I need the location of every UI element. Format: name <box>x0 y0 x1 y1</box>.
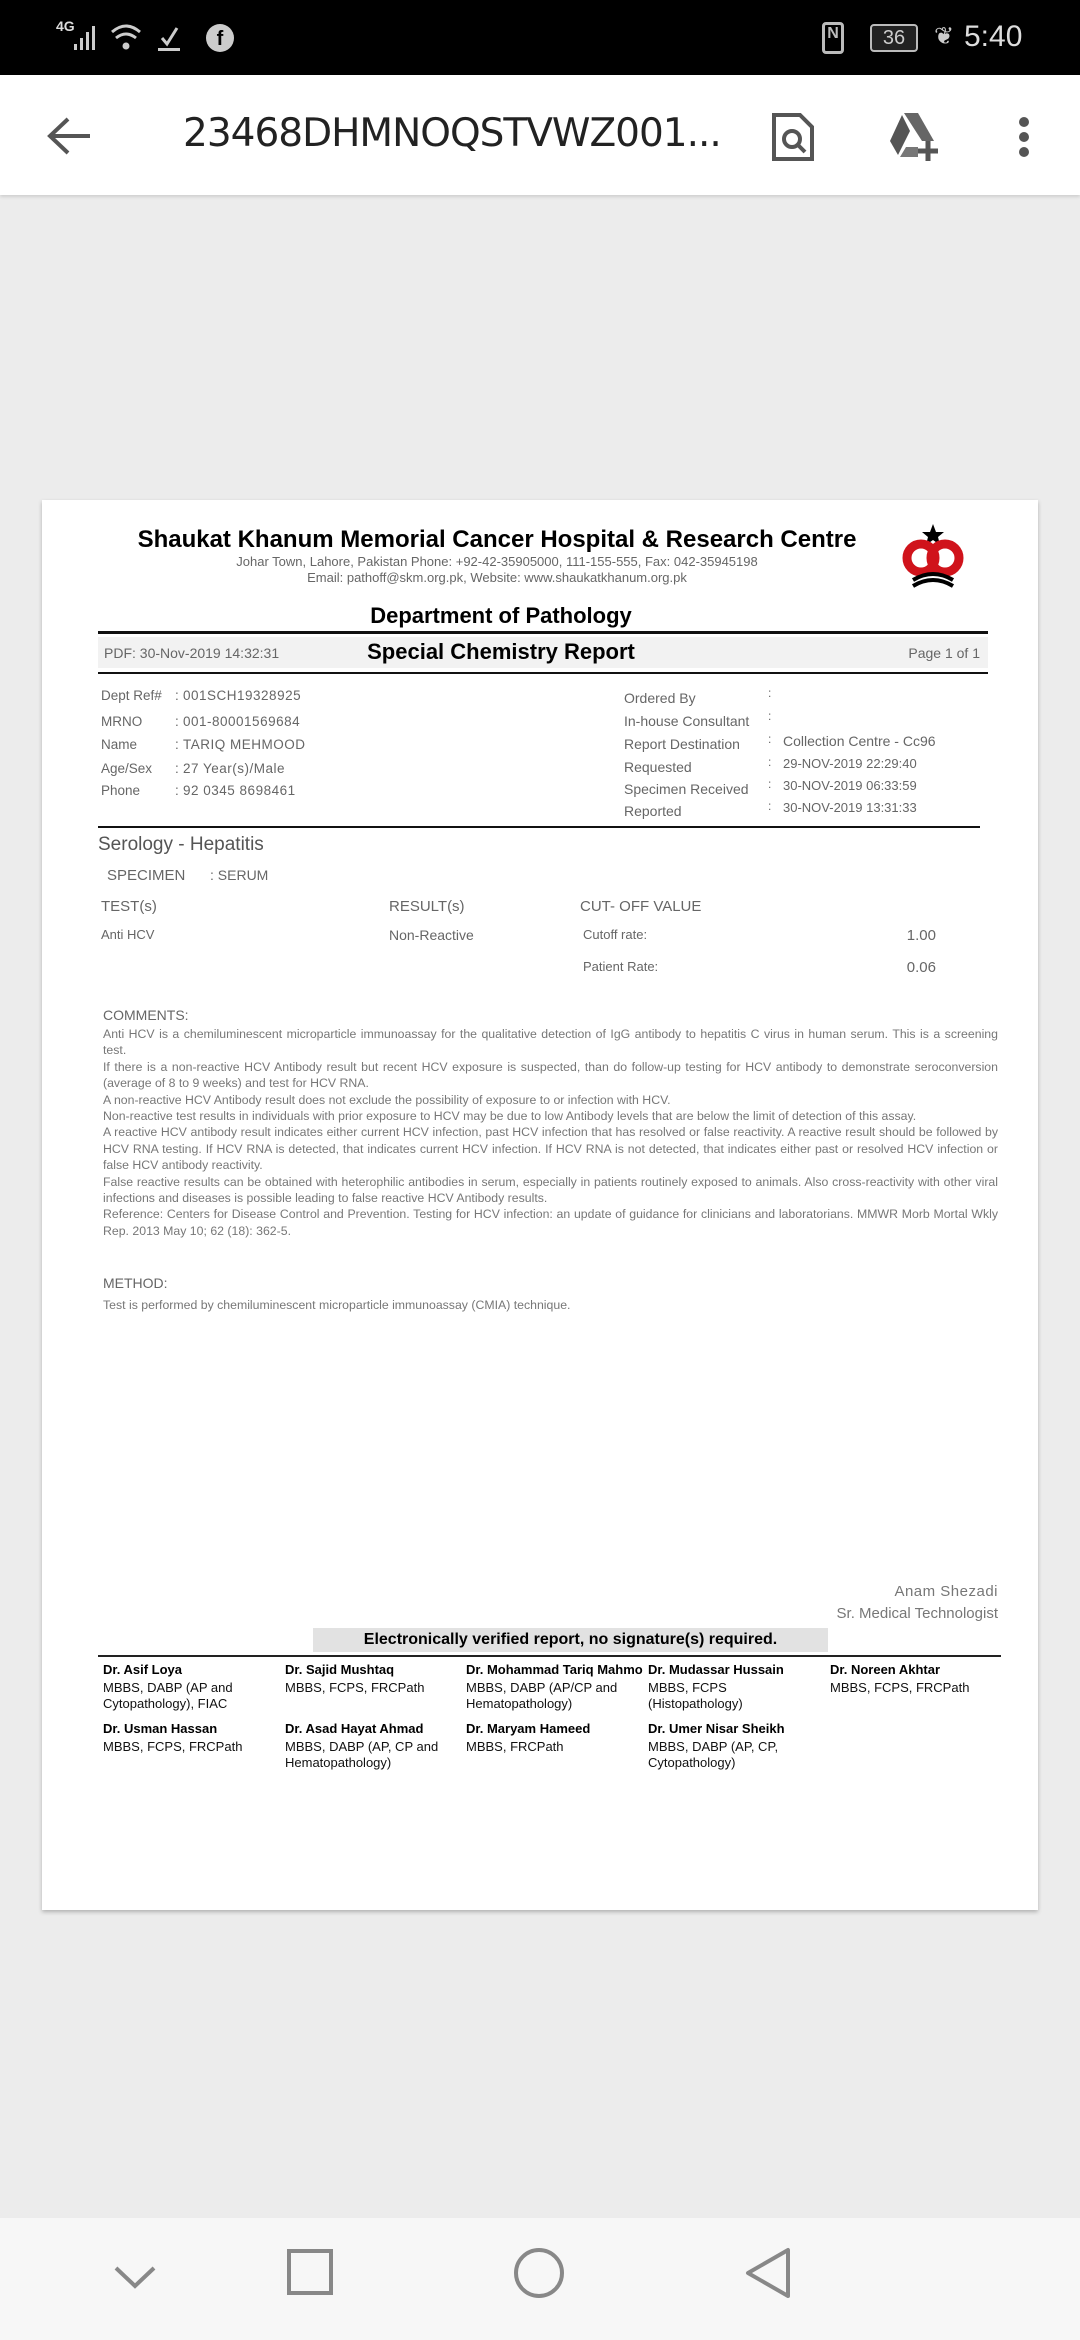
patient-field-label: Phone <box>101 783 141 798</box>
order-field-value: 29-NOV-2019 22:29:40 <box>783 756 917 771</box>
cutoff-rate-value: 1.00 <box>906 927 936 944</box>
patient-field-label: Dept Ref# <box>101 688 162 703</box>
test-result: Non-Reactive <box>389 927 474 943</box>
colon: : <box>175 714 179 729</box>
header-result: RESULT(s) <box>389 898 465 915</box>
pdf-date: PDF: 30-Nov-2019 14:32:31 <box>104 645 280 661</box>
doctor-qualifications: MBBS, DABP (AP/CP and Hematopathology) <box>466 1680 618 1711</box>
doctor-qualifications: MBBS, FRCPath <box>466 1739 564 1754</box>
document-title: 23468DHMNOQSTVWZ001... <box>183 111 721 156</box>
colon: : <box>768 799 772 813</box>
section-title: Serology - Hepatitis <box>98 834 264 855</box>
app-bar <box>0 75 1080 195</box>
comment-paragraph: A reactive HCV antibody result indicates either current HCV infection, past HCV infection that has resolved or false reactivity. A reactive result should be followed by HCV RNA testing. If HCV RNA is detected, that indicates current HCV infection. If HCV RNA is not detected, that indicates either past or resolved HCV infection or false HCV antibody reactivity. <box>103 1125 998 1173</box>
comment-paragraph: Non-reactive test results in individuals with prior exposure to HCV may be due to low Antibody levels that are below the limit of detection of this assay. <box>103 1109 917 1124</box>
patient-rate-value: 0.06 <box>906 959 936 976</box>
nfc-icon: N <box>822 22 844 54</box>
patient-field-label: Name <box>101 737 138 752</box>
order-field-label: Report Destination <box>624 736 740 752</box>
home-button[interactable] <box>512 2246 566 2300</box>
navigation-bar <box>0 2218 1080 2340</box>
colon: : <box>768 732 772 746</box>
patient-field-label: Age/Sex <box>101 761 153 776</box>
doctor-entry <box>285 1662 460 1696</box>
battery-indicator: 36 <box>870 24 918 52</box>
report-title: Special Chemistry Report <box>367 639 635 664</box>
comment-paragraph: Anti HCV is a chemiluminescent microparticle immunoassay for the qualitative detection of IgG antibody to hepatitis C virus in human serum. This is a screening test. <box>103 1027 998 1058</box>
specimen-label: SPECIMEN <box>107 867 186 884</box>
doctor-name: Dr. Mudassar Hussain <box>648 1662 784 1677</box>
doctor-entry <box>103 1721 278 1755</box>
doctor-entry <box>830 1662 1005 1696</box>
comments <box>103 1026 998 1239</box>
patient-field-value: 001SCH19328925 <box>183 688 302 703</box>
doctor-qualifications: MBBS, FCPS, FRCPath <box>830 1680 970 1695</box>
method-text: Test is performed by chemiluminescent microparticle immunoassay (CMIA) technique. <box>103 1298 571 1312</box>
comment-paragraph: Reference: Centers for Disease Control and Prevention. Testing for HCV infection: an update of guidance for clinicians and laboratorians. MMWR Morb Mortal Wkly Rep. 2013 May 10; 62 (18): 362-5. <box>103 1207 998 1238</box>
doctor-qualifications: MBBS, DABP (AP, CP, Cytopathology) <box>648 1739 779 1770</box>
doctor-name: Dr. Mohammad Tariq Mahmo <box>466 1662 643 1677</box>
doctor-name: Dr. Maryam Hameed <box>466 1721 591 1736</box>
order-field-label: Specimen Received <box>624 781 749 797</box>
doctor-qualifications: MBBS, FCPS (Histopathology) <box>648 1680 743 1711</box>
patient-field-label: MRNO <box>101 714 143 729</box>
doctor-entry <box>466 1662 643 1712</box>
method-label: METHOD: <box>103 1275 168 1291</box>
doctor-name: Dr. Asad Hayat Ahmad <box>285 1721 424 1736</box>
order-field-value: Collection Centre - Cc96 <box>783 733 936 749</box>
technologist-name: Anam Shezadi <box>894 1583 998 1600</box>
hospital-logo <box>895 522 971 590</box>
colon: : <box>768 755 772 769</box>
order-field-label: Requested <box>624 759 692 775</box>
clock: 5:40 <box>964 20 1023 53</box>
verification-note: Electronically verified report, no signature(s) required. <box>313 1628 828 1652</box>
colon: : <box>175 783 179 798</box>
facebook-icon: f <box>206 24 234 52</box>
patient-field-value: 001-80001569684 <box>183 714 301 729</box>
department-title: Department of Pathology <box>370 603 632 628</box>
hospital-name: Shaukat Khanum Memorial Cancer Hospital & Research Centre <box>137 526 857 553</box>
doctor-qualifications: MBBS, DABP (AP, CP and Hematopathology) <box>285 1739 439 1770</box>
more-options-icon[interactable] <box>1014 115 1034 161</box>
colon: : <box>175 688 179 703</box>
recents-button[interactable] <box>286 2248 334 2296</box>
colon: : <box>768 709 772 723</box>
doctor-name: Dr. Sajid Mushtaq <box>285 1662 395 1677</box>
hide-keyboard-chevron-icon[interactable] <box>112 2262 158 2292</box>
doctor-name: Dr. Umer Nisar Sheikh <box>648 1721 785 1736</box>
order-field-label: Reported <box>624 803 682 819</box>
patient-field-value: 27 Year(s)/Male <box>183 761 286 776</box>
divider <box>98 672 988 674</box>
patient-field-value: 92 0345 8698461 <box>183 783 296 798</box>
find-in-page-icon[interactable] <box>770 111 818 163</box>
hospital-address: Johar Town, Lahore, Pakistan Phone: +92-42-35905000, 111-155-555, Fax: 042-35945198 <box>236 554 758 569</box>
doctor-qualifications: MBBS, FCPS, FRCPath <box>285 1680 425 1695</box>
doctor-entry <box>648 1721 823 1771</box>
back-button[interactable] <box>744 2246 792 2300</box>
network-type: 4G <box>56 18 75 34</box>
back-arrow-icon[interactable] <box>46 115 92 157</box>
comment-paragraph: False reactive results can be obtained with heterophilic antibodies in serum, especially in patients routinely exposed to animals. Also cross-reactivity with other viral infections and diseases is possible leading to false reactive HCV Antibody results. <box>103 1174 998 1206</box>
cutoff-rate-label: Cutoff rate: <box>583 927 648 942</box>
divider <box>98 826 980 828</box>
pdf-page <box>42 500 1038 1910</box>
order-field-label: In-house Consultant <box>624 713 750 729</box>
order-field-label: Ordered By <box>624 690 696 706</box>
header-test: TEST(s) <box>101 898 157 915</box>
specimen-value: : SERUM <box>210 867 269 883</box>
order-field-value: 30-NOV-2019 13:31:33 <box>783 800 917 815</box>
colon: : <box>175 737 179 752</box>
divider <box>98 1655 1001 1657</box>
divider <box>98 631 988 634</box>
patient-rate-label: Patient Rate: <box>583 959 659 974</box>
status-icons <box>72 20 222 56</box>
comment-paragraph: If there is a non-reactive HCV Antibody result but recent HCV exposure is suspected, than do follow-up testing for HCV antibody to demonstrate seroconversion (average of 8 to 9 weeks) and test for HCV RNA. <box>103 1059 998 1091</box>
leaf-icon: ❦ <box>934 23 955 50</box>
status-bar <box>0 0 1080 75</box>
doctor-entry <box>285 1721 460 1771</box>
hospital-contact: Email: pathoff@skm.org.pk, Website: www.shaukatkhanum.org.pk <box>307 570 687 585</box>
patient-field-value: TARIQ MEHMOOD <box>183 737 306 752</box>
doctor-entry <box>103 1662 278 1712</box>
doctor-qualifications: MBBS, DABP (AP and Cytopathology), FIAC <box>103 1680 233 1711</box>
test-name: Anti HCV <box>101 927 155 942</box>
colon: : <box>768 686 772 700</box>
doctor-entry <box>466 1721 641 1755</box>
doctor-qualifications: MBBS, FCPS, FRCPath <box>103 1739 243 1754</box>
colon: : <box>175 761 179 776</box>
doctor-name: Dr. Asif Loya <box>103 1662 182 1677</box>
page-indicator: Page 1 of 1 <box>908 645 980 661</box>
technologist-title: Sr. Medical Technologist <box>836 1605 998 1622</box>
comment-paragraph: A non-reactive HCV Antibody result does not exclude the possibility of exposure to or infection with HCV. <box>103 1092 671 1107</box>
doctor-name: Dr. Usman Hassan <box>103 1721 218 1736</box>
doctor-name: Dr. Noreen Akhtar <box>830 1662 941 1677</box>
header-cutoff: CUT- OFF VALUE <box>580 898 702 915</box>
colon: : <box>768 777 772 791</box>
comments-label: COMMENTS: <box>103 1007 189 1023</box>
add-to-drive-icon[interactable] <box>888 111 944 163</box>
order-field-value: 30-NOV-2019 06:33:59 <box>783 778 917 793</box>
doctor-entry <box>648 1662 823 1712</box>
